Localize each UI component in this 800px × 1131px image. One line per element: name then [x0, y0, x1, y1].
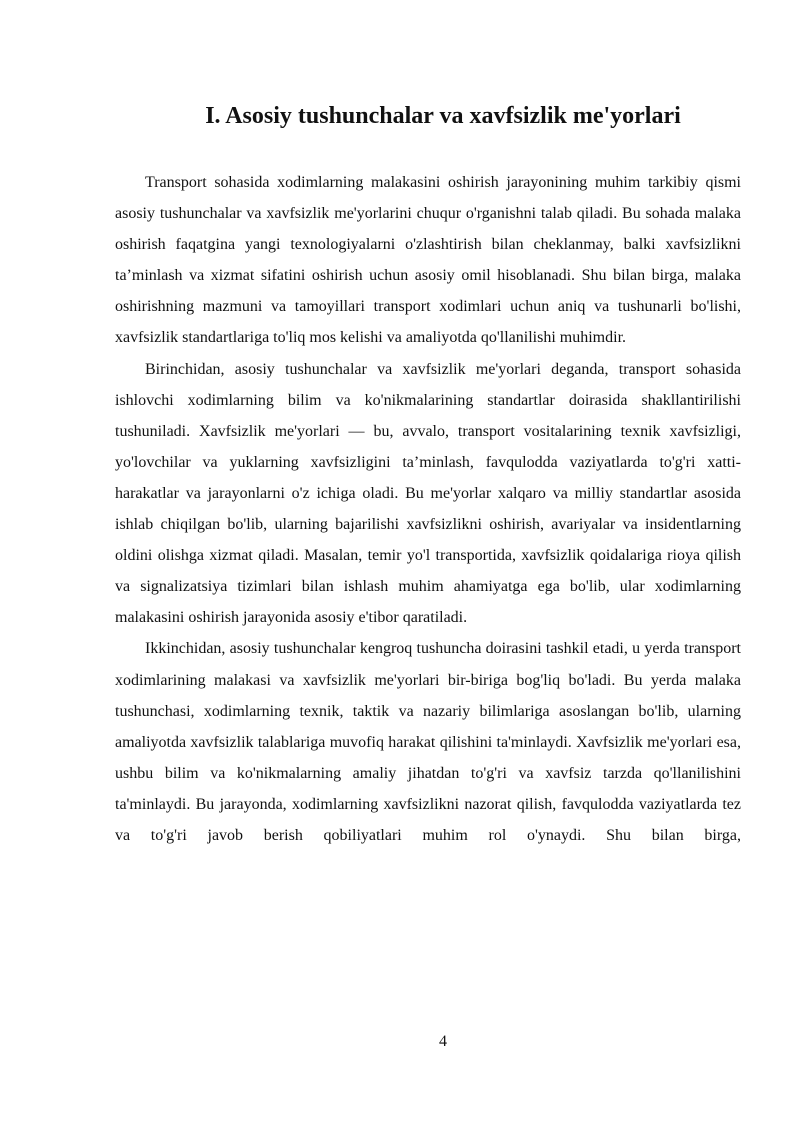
- page-number: 4: [439, 1033, 447, 1050]
- paragraph: Transport sohasida xodimlarning malakasini oshirish jarayonining muhim tarkibiy qismi asosiy tushunchalar va xavfsizlik me'yorlarini chuqur o'rganishni talab qiladi. Bu sohada malaka oshirish faqatgina yangi texnologiyalarni o'zlashtirish bilan cheklanmay, balki xavfsizlikni ta’minlash va xizmat sifatini oshirish uchun asosiy omil hisoblanadi. Shu bilan birga, malaka oshirishning mazmuni va tamoyillari transport xodimlari uchun aniq va tushunarli bo'lishi, xavfsizlik standartlariga to'liq mos kelishi va amaliyotda qo'llanilishi muhimdir.: [115, 174, 741, 347]
- paragraph: Ikkinchidan, asosiy tushunchalar kengroq tushuncha doirasini tashkil etadi, u yerda transport xodimlarining malakasi va xavfsizlik me'yorlari bir-biriga bog'liq bo'ladi. Bu yerda malaka tushunchasi, xodimlarning texnik, taktik va nazariy bilimlariga asoslangan bo'lib, ularning amaliyotda xavfsizlik talablariga muvofiq harakat qilishini ta'minlaydi. Xavfsizlik me'yorlari esa, ushbu bilim va ko'nikmalarning amaliy jihatdan to'g'ri va xavfsiz tarzda qo'llanilishini ta'minlaydi. Bu jarayonda, xodimlarning xavfsizlikni nazorat qilish, favqulodda vaziyatlarda tez va to'g'ri javob berish qobiliyatlari muhim rol o'ynaydi. Shu bilan birga,: [115, 640, 741, 844]
- paragraph: Birinchidan, asosiy tushunchalar va xavfsizlik me'yorlari deganda, transport sohasida ishlovchi xodimlarning bilim va ko'nikmalarining standartlar doirasida shakllantirilishi tushuniladi. Xavfsizlik me'yorlari — bu, avvalo, transport vositalarining texnik xavfsizligi, yo'lovchilar va yuklarning xavfsizligini ta’minlash, favqulodda vaziyatlarda to'g'ri xatti-harakatlar va jarayonlarni o'z ichiga oladi. Bu me'yorlar xalqaro va milliy standartlar asosida ishlab chiqilgan bo'lib, ularning bajarilishi xavfsizlikni oshirish, avariyalar va insidentlarning oldini olishga xizmat qiladi. Masalan, temir yo'l transportida, xavfsizlik qoidalariga rioya qilish va signalizatsiya tizimlari bilan ishlash muhim ahamiyatga ega bo'lib, ular xodimlarning malakasini oshirish jarayonida asosiy e'tibor qaratiladi.: [115, 360, 741, 627]
- section-heading: I. Asosiy tushunchalar va xavfsizlik me'yorlari: [205, 103, 681, 129]
- body-text: [115, 167, 741, 851]
